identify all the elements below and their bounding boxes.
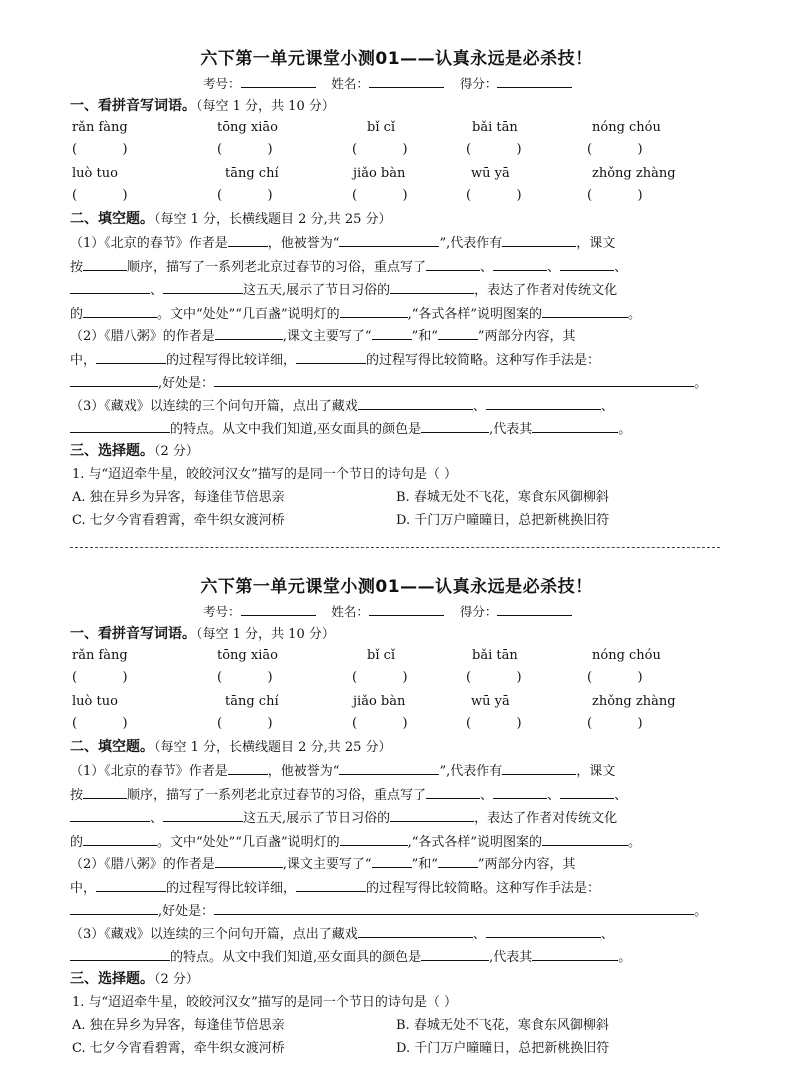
answer-box[interactable]: ( ): [217, 188, 273, 203]
fill-text: 的过程写得比较简略。这种写作手法是：: [366, 881, 601, 896]
answer-box[interactable]: ( ): [72, 142, 128, 157]
fill-blank[interactable]: [163, 281, 243, 294]
fill-text: 、: [472, 399, 486, 414]
answer-box[interactable]: ( ): [466, 716, 522, 731]
section-choice-heading: [70, 440, 199, 460]
answer-box[interactable]: ( ): [217, 670, 273, 685]
fill-blank[interactable]: [390, 809, 474, 822]
fill-text: ，表达了作者对传统文化: [474, 283, 618, 298]
fill-blank[interactable]: [70, 374, 158, 387]
section-fill-heading: [70, 208, 392, 228]
fill-text: 、: [547, 260, 561, 275]
answer-box[interactable]: ( ): [466, 670, 522, 685]
choice-option-d[interactable]: D. 千门万户曈曈日，总把新桃换旧符: [396, 1041, 610, 1056]
section-title: 三、选择题。: [70, 971, 154, 987]
fill-line: [70, 853, 576, 872]
section-choice-heading: [70, 968, 199, 988]
fill-text: 。: [628, 835, 642, 850]
fill-text: ，他被誉为“: [267, 764, 340, 779]
fill-line: [70, 831, 641, 850]
fill-text: 、: [480, 260, 494, 275]
fill-blank[interactable]: [215, 327, 283, 340]
fill-text: 、: [614, 788, 628, 803]
score-field[interactable]: [497, 75, 572, 88]
pinyin-item: nóng chóu: [592, 648, 661, 663]
fill-text: 的特点。从文中我们知道,巫女面具的颜色是: [170, 950, 422, 965]
answer-box[interactable]: ( ): [587, 188, 643, 203]
fill-line: [70, 303, 641, 322]
fill-line: [70, 232, 615, 251]
fill-line: [70, 760, 615, 779]
score-field[interactable]: [497, 603, 572, 616]
pinyin-item: luò tuo: [72, 694, 118, 709]
exam-id-field[interactable]: [241, 603, 316, 616]
fill-text: ,“各式各样”说明图案的: [407, 835, 543, 850]
pinyin-item: bǐ cǐ: [367, 120, 396, 135]
fill-blank[interactable]: [502, 762, 576, 775]
fill-blank[interactable]: [560, 258, 614, 271]
fill-text: 、: [614, 260, 628, 275]
score-label: 得分：: [459, 604, 498, 619]
fill-text: ”,代表作有: [439, 764, 503, 779]
fill-blank[interactable]: [83, 258, 127, 271]
section-note: （每空 1 分，长横线题目 2 分,共 25 分）: [154, 740, 392, 755]
fill-text: ,“各式各样”说明图案的: [407, 307, 543, 322]
fill-blank[interactable]: [438, 327, 478, 340]
choice-option-b[interactable]: B. 春城无处不飞花，寒食东风御柳斜: [396, 490, 609, 505]
exam-id-field[interactable]: [241, 75, 316, 88]
fill-text: 。文中“处处”“几百盏”说明灯的: [157, 835, 340, 850]
pinyin-item: zhǒng zhàng: [592, 694, 676, 709]
fill-text: （1）《北京的春节》作者是: [70, 236, 228, 251]
section-title: 二、填空题。: [70, 739, 154, 755]
fill-text: ,代表其: [489, 422, 533, 437]
answer-box[interactable]: ( ): [352, 670, 408, 685]
section-note: （每空 1 分，长横线题目 2 分,共 25 分）: [154, 212, 392, 227]
quiz-sheet-2: [0, 528, 793, 1056]
fill-blank[interactable]: [214, 374, 694, 387]
fill-text: 。: [628, 307, 642, 322]
answer-box[interactable]: ( ): [587, 716, 643, 731]
pinyin-item: tōng xiāo: [217, 120, 278, 135]
answer-box[interactable]: ( ): [587, 670, 643, 685]
fill-line: [70, 372, 707, 391]
choice-option-a[interactable]: A. 独在异乡为异客，每逢佳节倍思亲: [72, 1018, 285, 1033]
fill-text: 的过程写得比较简略。这种写作手法是：: [366, 353, 601, 368]
pinyin-item: nóng chóu: [592, 120, 661, 135]
student-info-line: [203, 602, 572, 620]
fill-text: 的过程写得比较详细，: [166, 353, 297, 368]
fill-text: ，课文: [576, 236, 616, 251]
fill-text: ，表达了作者对传统文化: [474, 811, 618, 826]
fill-blank[interactable]: [426, 786, 480, 799]
fill-text: 的: [70, 307, 84, 322]
fill-blank[interactable]: [83, 833, 157, 846]
choice-question: 1. 与“迢迢牵牛星，皎皎河汉女”描写的是同一个节日的诗句是（ ）: [72, 467, 457, 482]
fill-line: [70, 256, 627, 275]
fill-blank[interactable]: [96, 879, 166, 892]
fill-blank[interactable]: [502, 234, 576, 247]
fill-blank[interactable]: [214, 902, 694, 915]
fill-text: （3）《藏戏》以连续的三个问句开篇，点出了藏戏: [70, 399, 358, 414]
fill-blank[interactable]: [339, 762, 439, 775]
fill-text: 按: [70, 788, 84, 803]
fill-blank[interactable]: [83, 305, 157, 318]
fill-text: 的过程写得比较详细，: [166, 881, 297, 896]
exam-id-label: 考号：: [203, 76, 241, 91]
choice-option-c[interactable]: C. 七夕今宵看碧霄，牵牛织女渡河桥: [72, 513, 285, 528]
section-title: 二、填空题。: [70, 211, 154, 227]
fill-text: 顺序，描写了一系列老北京过春节的习俗，重点写了: [127, 788, 427, 803]
fill-line: [70, 900, 707, 919]
fill-blank[interactable]: [358, 397, 473, 410]
fill-text: 按: [70, 260, 84, 275]
answer-box[interactable]: ( ): [217, 142, 273, 157]
section-title: 一、看拼音写词语。: [70, 98, 196, 114]
fill-blank[interactable]: [340, 305, 408, 318]
answer-box[interactable]: ( ): [72, 716, 128, 731]
section-title: 三、选择题。: [70, 443, 154, 459]
answer-box[interactable]: ( ): [352, 142, 408, 157]
fill-blank[interactable]: [70, 281, 150, 294]
fill-text: 。: [694, 904, 708, 919]
fill-text: 、: [150, 283, 164, 298]
fill-blank[interactable]: [542, 305, 628, 318]
section-pinyin-heading: [70, 95, 335, 115]
name-field[interactable]: [369, 603, 444, 616]
name-label: 姓名：: [331, 604, 369, 619]
quiz-title: 六下第一单元课堂小测01——认真永远是必杀技！: [200, 49, 593, 69]
pinyin-item: luò tuo: [72, 166, 118, 181]
student-info-line: [203, 74, 572, 92]
fill-blank[interactable]: [296, 351, 366, 364]
fill-blank[interactable]: [532, 948, 618, 961]
exam-id-label: 考号：: [203, 604, 241, 619]
fill-text: 、: [150, 811, 164, 826]
fill-blank[interactable]: [421, 948, 489, 961]
answer-box[interactable]: ( ): [72, 188, 128, 203]
section-note: （2 分）: [154, 444, 199, 459]
pinyin-item: wū yā: [471, 166, 510, 181]
choice-option-a[interactable]: A. 独在异乡为异客，每逢佳节倍思亲: [72, 490, 285, 505]
fill-blank[interactable]: [390, 281, 474, 294]
fill-text: ”和“: [411, 329, 438, 344]
pinyin-item: rǎn fàng: [72, 120, 128, 135]
fill-text: 中，: [70, 881, 97, 896]
choice-option-d[interactable]: D. 千门万户曈曈日，总把新桃换旧符: [396, 513, 610, 528]
pinyin-item: jiǎo bàn: [353, 166, 406, 181]
fill-blank[interactable]: [163, 809, 243, 822]
fill-text: 、: [472, 927, 486, 942]
name-label: 姓名：: [331, 76, 369, 91]
fill-text: 、: [600, 927, 614, 942]
fill-blank[interactable]: [339, 234, 439, 247]
fill-text: 顺序，描写了一系列老北京过春节的习俗，重点写了: [127, 260, 427, 275]
fill-blank[interactable]: [83, 786, 127, 799]
answer-box[interactable]: ( ): [72, 670, 128, 685]
fill-text: 中，: [70, 353, 97, 368]
fill-line: [70, 325, 576, 344]
fill-blank[interactable]: [486, 925, 601, 938]
fill-blank[interactable]: [372, 855, 412, 868]
fill-blank[interactable]: [426, 258, 480, 271]
fill-text: 。文中“处处”“几百盏”说明灯的: [157, 307, 340, 322]
fill-text: ,代表其: [489, 950, 533, 965]
score-label: 得分：: [459, 76, 498, 91]
pinyin-item: jiǎo bàn: [353, 694, 406, 709]
fill-blank[interactable]: [560, 786, 614, 799]
fill-line: [70, 923, 614, 942]
fill-text: ,好处是：: [158, 904, 215, 919]
fill-text: ,课文主要写了“: [282, 857, 372, 872]
fill-blank[interactable]: [486, 397, 601, 410]
answer-box[interactable]: ( ): [352, 188, 408, 203]
section-note: （2 分）: [154, 972, 199, 987]
fill-line: [70, 395, 614, 414]
fill-text: 。: [618, 950, 632, 965]
section-title: 一、看拼音写词语。: [70, 626, 196, 642]
fill-blank[interactable]: [421, 420, 489, 433]
fill-line: [70, 807, 617, 826]
fill-line: [70, 946, 631, 965]
pinyin-item: wū yā: [471, 694, 510, 709]
answer-box[interactable]: ( ): [466, 188, 522, 203]
fill-line: [70, 279, 617, 298]
quiz-sheet-1: [0, 0, 793, 528]
fill-text: （2）《腊八粥》的作者是: [70, 857, 215, 872]
fill-blank[interactable]: [215, 855, 283, 868]
pinyin-item: tāng chí: [225, 166, 279, 181]
fill-line: [70, 418, 631, 437]
fill-text: （2）《腊八粥》的作者是: [70, 329, 215, 344]
fill-text: ,课文主要写了“: [282, 329, 372, 344]
pinyin-item: tōng xiāo: [217, 648, 278, 663]
fill-text: ”两部分内容，其: [477, 857, 576, 872]
choice-question: 1. 与“迢迢牵牛星，皎皎河汉女”描写的是同一个节日的诗句是（ ）: [72, 995, 457, 1010]
fill-blank[interactable]: [340, 833, 408, 846]
name-field[interactable]: [369, 75, 444, 88]
fill-text: ”两部分内容，其: [477, 329, 576, 344]
section-note: （每空 1 分，共 10 分）: [196, 627, 335, 642]
fill-blank[interactable]: [70, 420, 170, 433]
fill-text: 这五天,展示了节日习俗的: [243, 811, 391, 826]
pinyin-item: zhǒng zhàng: [592, 166, 676, 181]
pinyin-item: bǎi tān: [472, 120, 518, 135]
fill-text: ”,代表作有: [439, 236, 503, 251]
section-fill-heading: [70, 736, 392, 756]
fill-text: （3）《藏戏》以连续的三个问句开篇，点出了藏戏: [70, 927, 358, 942]
section-note: （每空 1 分，共 10 分）: [196, 99, 335, 114]
pinyin-item: tāng chí: [225, 694, 279, 709]
fill-blank[interactable]: [532, 420, 618, 433]
fill-blank[interactable]: [70, 948, 170, 961]
fill-blank[interactable]: [372, 327, 412, 340]
fill-text: ,好处是：: [158, 376, 215, 391]
fill-line: [70, 877, 600, 896]
fill-blank[interactable]: [358, 925, 473, 938]
fill-blank[interactable]: [542, 833, 628, 846]
section-pinyin-heading: [70, 623, 335, 643]
choice-option-c[interactable]: C. 七夕今宵看碧霄，牵牛织女渡河桥: [72, 1041, 285, 1056]
fill-blank[interactable]: [228, 234, 268, 247]
fill-blank[interactable]: [228, 762, 268, 775]
answer-box[interactable]: ( ): [587, 142, 643, 157]
fill-text: （1）《北京的春节》作者是: [70, 764, 228, 779]
fill-text: 。: [694, 376, 708, 391]
choice-option-b[interactable]: B. 春城无处不飞花，寒食东风御柳斜: [396, 1018, 609, 1033]
fill-blank[interactable]: [493, 258, 547, 271]
pinyin-item: rǎn fàng: [72, 648, 128, 663]
fill-blank[interactable]: [70, 809, 150, 822]
fill-text: 的特点。从文中我们知道,巫女面具的颜色是: [170, 422, 422, 437]
fill-text: 这五天,展示了节日习俗的: [243, 283, 391, 298]
fill-text: ”和“: [411, 857, 438, 872]
fill-text: ，课文: [576, 764, 616, 779]
answer-box[interactable]: ( ): [217, 716, 273, 731]
fill-text: ，他被誉为“: [267, 236, 340, 251]
answer-box[interactable]: ( ): [352, 716, 408, 731]
answer-box[interactable]: ( ): [466, 142, 522, 157]
fill-line: [70, 784, 627, 803]
fill-blank[interactable]: [70, 902, 158, 915]
fill-text: 、: [547, 788, 561, 803]
fill-blank[interactable]: [493, 786, 547, 799]
fill-text: 、: [480, 788, 494, 803]
fill-text: 、: [600, 399, 614, 414]
pinyin-item: bǐ cǐ: [367, 648, 396, 663]
quiz-title: 六下第一单元课堂小测01——认真永远是必杀技！: [200, 577, 593, 597]
fill-blank[interactable]: [96, 351, 166, 364]
fill-blank[interactable]: [296, 879, 366, 892]
fill-line: [70, 349, 600, 368]
fill-text: 的: [70, 835, 84, 850]
pinyin-item: bǎi tān: [472, 648, 518, 663]
fill-blank[interactable]: [438, 855, 478, 868]
fill-text: 。: [618, 422, 632, 437]
